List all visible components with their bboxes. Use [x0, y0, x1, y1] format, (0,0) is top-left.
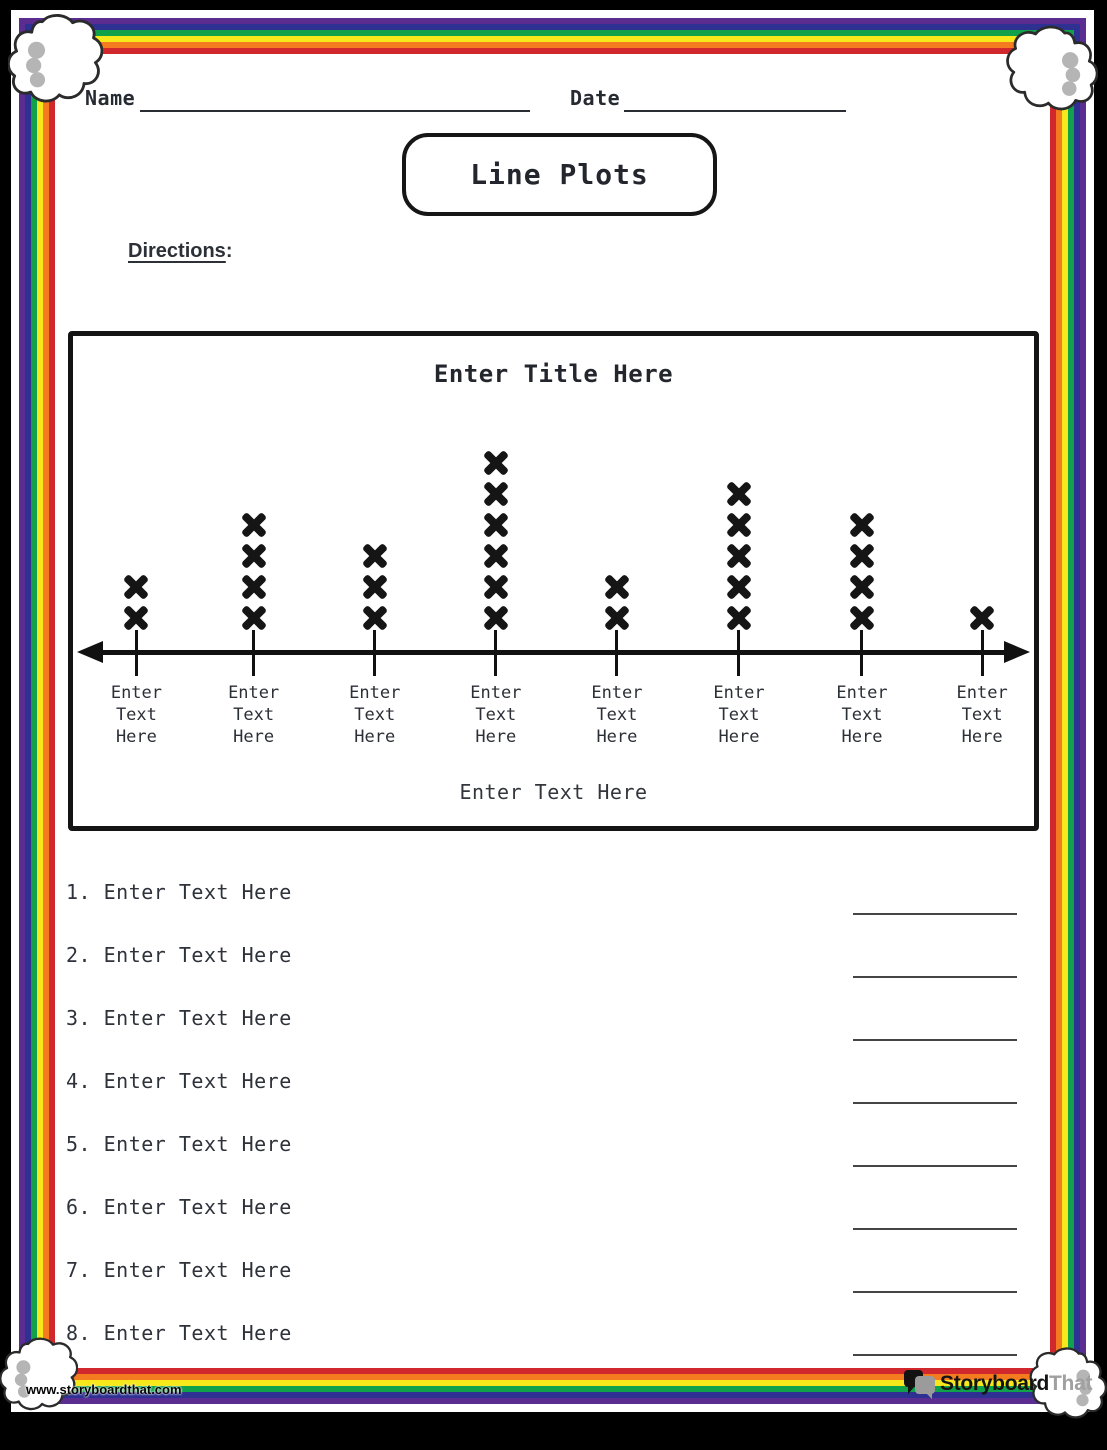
question-text-placeholder: Enter Text Here — [103, 1006, 292, 1030]
worksheet-title-box — [402, 133, 717, 216]
worksheet-title[interactable]: Line Plots — [470, 158, 649, 191]
question-text-placeholder: Enter Text Here — [103, 1258, 292, 1282]
question-text-placeholder: Enter Text Here — [103, 1195, 292, 1219]
plot-category-column — [569, 336, 665, 826]
category-label-placeholder[interactable]: Enter Text Here — [470, 683, 522, 747]
question-text-group[interactable] — [66, 880, 292, 904]
date-label: Date — [570, 86, 621, 110]
name-label: Name — [85, 86, 136, 110]
question-text-placeholder: Enter Text Here — [103, 943, 292, 967]
x-mark — [728, 576, 750, 598]
logo-text-that: That — [1049, 1372, 1093, 1395]
x-mark — [243, 607, 265, 629]
x-mark-stack — [934, 336, 1030, 629]
x-mark — [728, 483, 750, 505]
question-text-group[interactable] — [66, 943, 292, 967]
x-mark — [485, 576, 507, 598]
x-mark-stack — [448, 336, 544, 629]
plot-category-column — [691, 336, 787, 826]
logo-text-storyboard: Storyboard — [940, 1372, 1050, 1395]
question-number: 7. — [66, 1258, 92, 1282]
axis-tick — [494, 630, 497, 676]
category-label-placeholder[interactable]: Enter Text Here — [713, 683, 765, 747]
x-mark-stack — [88, 336, 184, 629]
x-mark — [364, 545, 386, 567]
category-label-placeholder[interactable]: Enter Text Here — [956, 683, 1008, 747]
x-mark-stack — [569, 336, 665, 629]
x-mark — [851, 545, 873, 567]
axis-tick — [135, 630, 138, 676]
question-text-group[interactable] — [66, 1195, 292, 1219]
question-number: 4. — [66, 1069, 92, 1093]
answer-blank-line[interactable] — [853, 1354, 1017, 1356]
x-axis-label-placeholder[interactable]: Enter Text Here — [459, 780, 648, 804]
question-text-placeholder: Enter Text Here — [103, 1132, 292, 1156]
question-number: 1. — [66, 880, 92, 904]
directions-label — [128, 240, 232, 263]
directions-word: Directions — [128, 240, 226, 262]
plot-category-column — [206, 336, 302, 826]
cloud-icon — [1006, 24, 1098, 124]
x-mark-stack — [814, 336, 910, 629]
question-row — [66, 939, 1041, 1002]
plot-category-column — [327, 336, 423, 826]
answer-blank-line[interactable] — [853, 1039, 1017, 1041]
x-mark-stack — [327, 336, 423, 629]
question-row — [66, 1128, 1041, 1191]
directions-colon: : — [225, 240, 233, 262]
x-mark — [125, 576, 147, 598]
x-mark — [243, 545, 265, 567]
category-label-placeholder[interactable]: Enter Text Here — [349, 683, 401, 747]
plot-category-column — [448, 336, 544, 826]
question-number: 8. — [66, 1321, 92, 1345]
question-row — [66, 876, 1041, 939]
x-mark — [485, 514, 507, 536]
category-label-placeholder[interactable]: Enter Text Here — [110, 683, 163, 747]
x-mark — [364, 576, 386, 598]
question-text-group[interactable] — [66, 1258, 292, 1282]
question-text-placeholder: Enter Text Here — [103, 1321, 292, 1345]
cloud-icon — [8, 12, 103, 117]
x-mark — [364, 607, 386, 629]
answer-blank-line[interactable] — [853, 1291, 1017, 1293]
date-blank-line[interactable] — [624, 110, 846, 112]
x-mark — [485, 545, 507, 567]
question-row — [66, 1065, 1041, 1128]
question-number: 3. — [66, 1006, 92, 1030]
answer-blank-line[interactable] — [853, 1165, 1017, 1167]
x-mark — [485, 483, 507, 505]
category-label-placeholder[interactable]: Enter Text Here — [836, 683, 888, 747]
x-mark — [485, 607, 507, 629]
plot-category-column — [814, 336, 910, 826]
x-mark — [485, 452, 507, 474]
question-text-placeholder: Enter Text Here — [103, 880, 292, 904]
category-label-placeholder[interactable]: Enter Text Here — [228, 683, 280, 747]
storyboardthat-logo — [903, 1369, 1092, 1399]
site-url: www.storyboardthat.com — [26, 1382, 182, 1397]
axis-tick — [737, 630, 740, 676]
question-row — [66, 1002, 1041, 1065]
question-text-group[interactable] — [66, 1069, 292, 1093]
category-label-placeholder[interactable]: Enter Text Here — [591, 683, 643, 747]
axis-tick — [252, 630, 255, 676]
x-mark-stack — [691, 336, 787, 629]
questions-list — [66, 876, 1041, 1380]
axis-tick — [615, 630, 618, 676]
x-mark — [606, 607, 628, 629]
question-row — [66, 1317, 1041, 1380]
speech-bubbles-icon — [903, 1369, 937, 1399]
question-number: 2. — [66, 943, 92, 967]
answer-blank-line[interactable] — [853, 913, 1017, 915]
plot-category-column — [934, 336, 1030, 826]
x-mark — [851, 607, 873, 629]
x-mark — [243, 576, 265, 598]
question-text-group[interactable] — [66, 1321, 292, 1345]
axis-tick — [981, 630, 984, 676]
line-plot-frame — [68, 331, 1039, 831]
plot-title-placeholder[interactable]: Enter Title Here — [433, 360, 674, 388]
cloud-icon — [0, 1336, 78, 1422]
x-mark — [971, 607, 993, 629]
x-mark-stack — [206, 336, 302, 629]
x-mark — [728, 514, 750, 536]
answer-blank-line[interactable] — [853, 1228, 1017, 1230]
answer-blank-line[interactable] — [853, 976, 1017, 978]
x-mark — [728, 545, 750, 567]
question-number: 5. — [66, 1132, 92, 1156]
x-mark — [243, 514, 265, 536]
name-blank-line[interactable] — [140, 110, 530, 112]
question-row — [66, 1191, 1041, 1254]
x-mark — [851, 514, 873, 536]
x-mark — [125, 607, 147, 629]
answer-blank-line[interactable] — [853, 1102, 1017, 1104]
question-text-placeholder: Enter Text Here — [103, 1069, 292, 1093]
plot-category-column — [88, 336, 184, 826]
question-text-group[interactable] — [66, 1006, 292, 1030]
axis-tick — [860, 630, 863, 676]
x-mark — [851, 576, 873, 598]
x-mark — [728, 607, 750, 629]
x-mark — [606, 576, 628, 598]
question-row — [66, 1254, 1041, 1317]
question-number: 6. — [66, 1195, 92, 1219]
axis-tick — [373, 630, 376, 676]
question-text-group[interactable] — [66, 1132, 292, 1156]
